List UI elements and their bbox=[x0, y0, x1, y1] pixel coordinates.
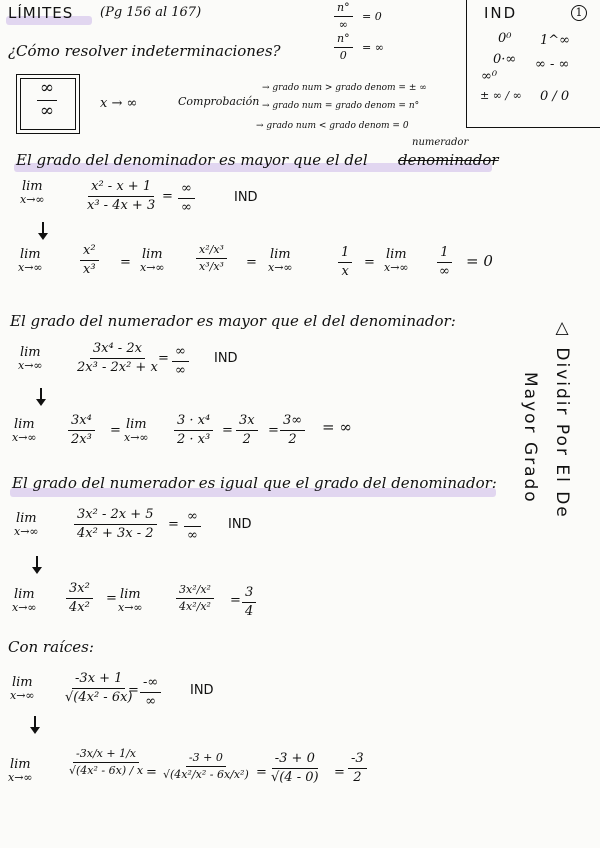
equals-sign: = bbox=[256, 765, 267, 780]
limit-notation: lim x→∞ bbox=[10, 675, 35, 702]
equals-sign: = bbox=[106, 591, 117, 606]
section2-fraction-step2: $\frac{\text{3 · x⁴}}{\text{2 · x³}}$ bbox=[174, 414, 213, 446]
limit-notation: lim x→∞ bbox=[118, 587, 143, 614]
equals-sign: = bbox=[246, 255, 257, 270]
section4-infinity-ratio: -∞ ∞ bbox=[140, 676, 161, 708]
page-title: LÍMITES bbox=[8, 4, 74, 22]
down-arrow bbox=[42, 222, 44, 236]
case-equal: → grado num = grado denom = n° bbox=[262, 101, 420, 111]
equals-sign: = bbox=[168, 517, 179, 532]
side-note-line2: Mayor Grado bbox=[520, 372, 540, 504]
equals-sign: = bbox=[120, 255, 131, 270]
equals-sign: = bbox=[222, 423, 233, 438]
section1-fraction-step4: 1 ∞ bbox=[439, 245, 450, 279]
ind-box-left-border bbox=[466, 0, 467, 128]
comprobacion-label: Comprobación bbox=[178, 95, 260, 108]
ind-item: 1^∞ bbox=[540, 33, 570, 48]
section4-fraction-step2: $\frac{-3 + 0}{\text{√(4x²/x² - 6x/x²)}}$ bbox=[163, 751, 249, 781]
section2-infinity-ratio: ∞ ∞ bbox=[172, 345, 189, 377]
rule-zero-fraction: $\frac{n^\circ}{0}$ bbox=[334, 33, 353, 61]
section1-struck-word: denominador bbox=[398, 151, 499, 169]
section4-fraction-result: $\frac{-3}{2}$ bbox=[348, 752, 367, 784]
section1-fraction-original: $\frac{\text{x² - x + 1}}{\text{x³ - 4x + 3}}$ bbox=[87, 179, 156, 213]
indeterminate-label: IND bbox=[228, 517, 252, 532]
ind-item: 0 / 0 bbox=[540, 89, 570, 104]
limit-notation: lim x→∞ bbox=[384, 247, 409, 274]
limit-notation: lim x→∞ bbox=[12, 587, 37, 614]
section2-fraction-step3: $\frac{3x}{2}$ bbox=[236, 414, 258, 446]
section1-fraction-step3: $\frac{1}{x}$ bbox=[338, 246, 352, 278]
limit-notation: lim x→∞ bbox=[268, 247, 293, 274]
infinity-fraction: ∞ ∞ bbox=[24, 80, 70, 121]
equals-sign: = bbox=[146, 765, 157, 780]
equals-sign: = bbox=[162, 189, 173, 204]
section3-fraction-original: $\frac{\text{3x² - 2x + 5}}{\text{4x² + 3x - 2}}$ bbox=[74, 508, 157, 540]
section4-heading: Con raíces: bbox=[8, 638, 94, 656]
rule-infinity-result: = 0 bbox=[362, 10, 382, 23]
page-number: 1 bbox=[571, 5, 587, 21]
limit-notation: lim x→∞ bbox=[124, 417, 149, 444]
section2-fraction-step1: $\frac{\text{3x⁴}}{\text{2x³}}$ bbox=[68, 414, 95, 446]
limit-notation: lim x→∞ bbox=[12, 417, 37, 444]
section2-fraction-step4: $\frac{3\infty}{2}$ bbox=[280, 414, 305, 446]
rule-infinity-fraction: n° ∞ bbox=[334, 2, 353, 30]
ind-item: ± ∞ / ∞ bbox=[480, 89, 522, 102]
section2-fraction-original: $\frac{\text{3x⁴ - 2x}}{\text{2x³ - 2x² + x}}$ bbox=[77, 341, 158, 375]
section4-fraction-original: $\frac{-3x + 1}{\text{√(4x² - 6x)}}$ bbox=[65, 671, 133, 705]
case-less: → grado num < grado denom = 0 bbox=[256, 121, 409, 131]
limit-notation: lim x→∞ bbox=[14, 511, 39, 538]
section3-fraction-result: $\frac{3}{4}$ bbox=[242, 586, 256, 618]
section2-heading: El grado del numerador es mayor que el del denominador: bbox=[10, 312, 456, 330]
question-heading: ¿Cómo resolver indeterminaciones? bbox=[8, 42, 281, 60]
equals-sign: = bbox=[158, 351, 169, 366]
section4-fraction-step3: $\frac{-3 + 0}{√(4 - 0)}$ bbox=[271, 751, 319, 785]
section3-infinity-ratio: ∞ ∞ bbox=[184, 510, 201, 542]
ind-item: ∞ - ∞ bbox=[535, 57, 570, 72]
equals-sign: = bbox=[364, 255, 375, 270]
section4-fraction-step1: $\frac{-3x/x + 1/x}{\text{√(4x² - 6x) / x}}$ bbox=[69, 747, 144, 777]
ind-box-title: IND bbox=[484, 4, 518, 22]
infinity-approach: x → ∞ bbox=[100, 96, 138, 111]
equals-sign: = bbox=[128, 683, 139, 698]
section3-fraction-step1: $\frac{\text{3x²}}{\text{4x²}}$ bbox=[66, 582, 93, 614]
case-greater: → grado num > grado denom = ± ∞ bbox=[262, 83, 427, 93]
limit-notation: lim x→∞ bbox=[140, 247, 165, 274]
down-arrow bbox=[36, 556, 38, 570]
ind-item: 0⁰ bbox=[498, 31, 512, 46]
ind-item: ∞⁰ bbox=[481, 69, 498, 84]
limit-notation: lim x→∞ bbox=[18, 247, 43, 274]
indeterminate-label: IND bbox=[190, 683, 214, 698]
indeterminate-label: IND bbox=[234, 190, 258, 205]
ind-box-bottom-border bbox=[466, 127, 600, 128]
limit-notation: lim x→∞ bbox=[8, 757, 33, 784]
indeterminate-label: IND bbox=[214, 351, 238, 366]
down-arrow bbox=[34, 716, 36, 730]
equals-sign: = bbox=[230, 593, 241, 608]
section1-fraction-step2: $\frac{\text{x²/x³}}{\text{x³/x³}}$ bbox=[196, 244, 227, 272]
side-note-line1: △ Dividir Por El De bbox=[552, 318, 572, 519]
rule-zero-result: = ∞ bbox=[362, 41, 384, 54]
limit-notation: lim x→∞ bbox=[18, 345, 43, 372]
limit-notation: lim x→∞ bbox=[20, 179, 45, 206]
section1-result: = 0 bbox=[466, 252, 493, 270]
ind-item: 0·∞ bbox=[493, 52, 517, 67]
equals-sign: = bbox=[110, 423, 121, 438]
section1-fraction-step1: $\frac{\text{x²}}{\text{x³}}$ bbox=[80, 244, 99, 276]
page-range: (Pg 156 al 167) bbox=[100, 5, 202, 20]
section3-fraction-step2: $\frac{\text{3x²/x²}}{\text{4x²/x²}}$ bbox=[176, 584, 214, 612]
section1-heading: El grado del denominador es mayor que el del bbox=[16, 151, 368, 169]
down-arrow bbox=[40, 388, 42, 402]
section1-infinity-ratio: ∞ ∞ bbox=[178, 182, 195, 214]
section3-heading: El grado del numerador es igual que el grado del denominador: bbox=[12, 474, 497, 492]
section2-result: = ∞ bbox=[322, 418, 352, 436]
equals-sign: = bbox=[268, 423, 279, 438]
equals-sign: = bbox=[334, 765, 345, 780]
section1-correction: numerador bbox=[412, 137, 469, 148]
